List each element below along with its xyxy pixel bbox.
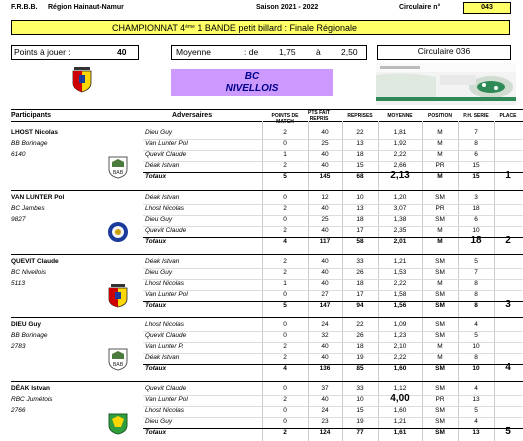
opponent-name: Déak Istvan (145, 162, 180, 169)
region-label: Région Hainaut-Namur (48, 4, 124, 11)
match-pts: 1 (283, 280, 287, 287)
player-licence: 9827 (11, 216, 26, 223)
player-club: BC Nivellois (11, 269, 47, 276)
match-ser: 5 (474, 332, 478, 339)
opponent-name: Quevit Claude (145, 151, 187, 158)
match-made: 40 (321, 129, 329, 136)
player-place: 2 (505, 235, 511, 246)
average-to: à (316, 47, 321, 57)
match-made: 24 (321, 407, 329, 414)
total-pos: M (437, 238, 443, 245)
match-ser: 8 (474, 280, 478, 287)
match-pos: M (437, 354, 443, 361)
player-licence: 6140 (11, 151, 26, 158)
table-top-rule (11, 109, 523, 110)
match-pos: SM (435, 332, 445, 339)
host-club-box (171, 69, 333, 96)
region-coat-of-arms-icon (71, 67, 93, 93)
club-badge-icon (107, 347, 129, 371)
total-avg: 1,60 (393, 365, 407, 372)
svg-text:BAB: BAB (112, 362, 124, 368)
match-pts: 2 (283, 129, 287, 136)
match-avg: 1,23 (393, 332, 407, 339)
match-avg: 1,92 (393, 140, 407, 147)
match-ser: 6 (474, 151, 478, 158)
match-ser: 7 (474, 129, 478, 136)
match-ser: 6 (474, 216, 478, 223)
player-block-rule (11, 254, 523, 255)
match-avg: 1,58 (393, 291, 407, 298)
opponent-name: Lhost Nicolas (145, 205, 185, 212)
player-licence: 5113 (11, 280, 25, 287)
table-header-rule (11, 121, 523, 122)
match-made: 23 (321, 418, 329, 425)
player-block-rule (11, 381, 523, 382)
club-badge-icon (107, 220, 129, 244)
player-place: 5 (505, 426, 511, 437)
match-avg: 2,22 (393, 151, 407, 158)
total-pos: SM (435, 365, 445, 372)
match-made: 37 (321, 385, 329, 392)
opponent-name: Lhost Nicolas (145, 407, 185, 414)
total-made: 117 (319, 238, 331, 245)
match-made: 40 (321, 151, 329, 158)
match-pos: SM (435, 269, 445, 276)
col-position: POSITION (428, 113, 452, 119)
player-block-rule (11, 190, 523, 191)
match-ser: 10 (472, 343, 480, 350)
match-inn: 17 (356, 291, 364, 298)
match-pts: 2 (283, 396, 287, 403)
match-ser: 8 (474, 140, 478, 147)
total-pts: 4 (283, 238, 287, 245)
opponent-name: Déak Istvan (145, 194, 180, 201)
opponent-name: Van Lunter P. (145, 343, 184, 350)
match-pos: SM (435, 385, 445, 392)
total-ser: 18 (470, 235, 482, 246)
opponent-name: Lhost Nicolas (145, 321, 185, 328)
match-inn: 10 (356, 396, 364, 403)
match-ser: 5 (474, 258, 478, 265)
totals-label: Totaux (145, 302, 167, 309)
match-pos: PR (435, 205, 445, 212)
match-avg: 1,20 (393, 194, 407, 201)
grid-col (494, 121, 495, 441)
total-ser: 15 (472, 173, 480, 180)
player-name: QUEVIT Claude (11, 258, 59, 265)
totals-label: Totaux (145, 238, 167, 245)
total-avg: 1,61 (393, 429, 407, 436)
match-inn: 15 (356, 162, 364, 169)
opponent-name: Van Lunter Pol (145, 396, 188, 403)
match-ser: 4 (474, 385, 478, 392)
match-pts: 2 (283, 227, 287, 234)
player-place: 3 (505, 299, 511, 310)
match-pts: 0 (283, 332, 287, 339)
player-club: BB Borinage (11, 332, 48, 339)
average-box (171, 45, 367, 60)
match-pos: SM (435, 258, 445, 265)
match-ser: 3 (474, 194, 478, 201)
season-label: Saison 2021 - 2022 (256, 4, 319, 11)
match-inn: 22 (356, 129, 364, 136)
match-inn: 17 (356, 227, 364, 234)
match-pts: 0 (283, 418, 287, 425)
opponent-name: Déak Istvan (145, 258, 180, 265)
col-opponents: Adversaires (172, 112, 213, 119)
match-pos: SM (435, 216, 445, 223)
total-made: 145 (319, 173, 331, 180)
match-ser: 4 (474, 418, 478, 425)
average-from: : de (244, 47, 259, 57)
match-pts: 0 (283, 407, 287, 414)
opponent-name: Van Lunter Pol (145, 140, 188, 147)
match-pts: 0 (283, 194, 287, 201)
opponent-name: Quevit Claude (145, 332, 187, 339)
match-pts: 2 (283, 343, 287, 350)
points-value: 40 (117, 47, 127, 57)
total-inn: 94 (356, 302, 364, 309)
match-pts: 0 (283, 216, 287, 223)
match-pts: 1 (283, 151, 287, 158)
match-pos: M (437, 227, 443, 234)
match-avg: 2,22 (393, 354, 407, 361)
match-made: 40 (321, 354, 329, 361)
club-badge-icon (107, 155, 129, 179)
match-avg: 1,21 (393, 258, 407, 265)
average-from-value: 1,75 (279, 47, 296, 57)
match-inn: 10 (356, 194, 364, 201)
match-ser: 10 (472, 227, 480, 234)
opponent-name: Dieu Guy (145, 129, 173, 136)
match-made: 12 (321, 194, 329, 201)
player-place: 1 (505, 170, 511, 181)
match-inn: 13 (356, 205, 364, 212)
match-ser: 15 (472, 162, 480, 169)
match-made: 27 (321, 291, 329, 298)
match-ser: 5 (474, 407, 478, 414)
match-made: 40 (321, 396, 329, 403)
opponent-name: Dieu Guy (145, 418, 173, 425)
match-pos: M (437, 129, 443, 136)
title-suffix: 1 BANDE petit billard : Finale Régionale (194, 23, 358, 33)
match-inn: 15 (356, 407, 364, 414)
svg-text:BAB: BAB (112, 170, 124, 176)
match-inn: 18 (356, 216, 364, 223)
match-pos: M (437, 280, 443, 287)
match-pos: M (437, 343, 443, 350)
player-club: RBC Jumétois (11, 396, 53, 403)
host-club-line2: NIVELLOIS (225, 83, 279, 94)
player-name: LHOST Nicolas (11, 129, 58, 136)
total-avg: 2,01 (393, 238, 407, 245)
match-pos: SM (435, 194, 445, 201)
match-inn: 33 (356, 385, 364, 392)
match-avg: 1,60 (393, 407, 407, 414)
title-sup: ème (185, 24, 195, 30)
match-inn: 13 (356, 140, 364, 147)
totals-label: Totaux (145, 365, 167, 372)
match-pts: 2 (283, 205, 287, 212)
match-ser: 4 (474, 321, 478, 328)
match-pts: 0 (283, 385, 287, 392)
match-made: 25 (321, 216, 329, 223)
match-avg: 3,07 (393, 205, 407, 212)
opponent-name: Déak Istvan (145, 354, 180, 361)
match-pts: 0 (283, 321, 287, 328)
total-made: 124 (319, 429, 331, 436)
col-points: POINTS DE MATCH (271, 113, 299, 125)
match-pos: M (437, 151, 443, 158)
opponent-name: Van Lunter Pol (145, 291, 188, 298)
match-made: 40 (321, 205, 329, 212)
match-pos: PR (435, 162, 445, 169)
col-series: P.H. SERIE (463, 113, 489, 119)
match-ser: 18 (472, 205, 480, 212)
match-inn: 18 (356, 151, 364, 158)
match-made: 32 (321, 332, 329, 339)
match-pts: 0 (283, 140, 287, 147)
match-avg: 1,21 (393, 418, 407, 425)
average-to-value: 2,50 (341, 47, 358, 57)
player-licence: 2766 (11, 407, 26, 414)
match-made: 40 (321, 258, 329, 265)
col-points-made: PTS FAIT REPRIS (308, 110, 330, 122)
match-pts: 0 (283, 291, 287, 298)
match-ser: 8 (474, 291, 478, 298)
match-pos: SM (435, 418, 445, 425)
match-made: 40 (321, 343, 329, 350)
col-innings: REPRISES (347, 113, 373, 119)
match-inn: 19 (356, 418, 364, 425)
player-name: VAN LUNTER Pol (11, 194, 65, 201)
title-prefix: CHAMPIONNAT 4 (112, 23, 186, 33)
player-name: DÉAK Istvan (11, 385, 51, 392)
match-ser: 7 (474, 269, 478, 276)
total-pts: 5 (283, 173, 287, 180)
match-pts: 2 (283, 258, 287, 265)
match-made: 40 (321, 280, 329, 287)
circulaire-ref: Circulaire 036 (417, 46, 471, 56)
match-made: 24 (321, 321, 329, 328)
totals-label: Totaux (145, 173, 167, 180)
match-avg: 2,35 (393, 227, 407, 234)
total-pos: SM (435, 429, 445, 436)
match-pos: SM (435, 407, 445, 414)
player-licence: 2783 (11, 343, 26, 350)
match-avg: 4,00 (390, 393, 410, 404)
total-ser: 10 (472, 365, 480, 372)
total-pts: 5 (283, 302, 287, 309)
total-inn: 68 (356, 173, 364, 180)
player-block-rule (11, 317, 523, 318)
match-made: 25 (321, 140, 329, 147)
match-pos: SM (435, 321, 445, 328)
match-avg: 2,66 (393, 162, 407, 169)
total-avg: 2,13 (390, 170, 410, 181)
match-made: 40 (321, 227, 329, 234)
player-club: BB Borinage (11, 140, 48, 147)
average-label: Moyenne (176, 47, 211, 57)
player-name: DIEU Guy (11, 321, 41, 328)
circulaire-box (377, 45, 511, 60)
total-avg: 1,56 (393, 302, 407, 309)
match-avg: 1,09 (393, 321, 407, 328)
total-made: 147 (319, 302, 331, 309)
club-badge-icon (107, 284, 129, 308)
match-inn: 33 (356, 258, 364, 265)
match-pos: M (437, 140, 443, 147)
opponent-name: Dieu Guy (145, 269, 173, 276)
match-avg: 2,10 (393, 343, 407, 350)
opponent-name: Quevit Claude (145, 227, 187, 234)
championship-title (11, 20, 510, 35)
match-inn: 26 (356, 269, 364, 276)
col-average: MOYENNE (387, 113, 413, 119)
match-avg: 1,38 (393, 216, 407, 223)
match-avg: 1,53 (393, 269, 407, 276)
match-ser: 13 (472, 396, 480, 403)
match-inn: 18 (356, 280, 364, 287)
total-made: 136 (319, 365, 331, 372)
federation-label: F.R.B.B. (11, 4, 38, 11)
match-avg: 1,81 (393, 129, 407, 136)
circular-number: 043 (463, 2, 511, 14)
match-avg: 1,12 (393, 385, 407, 392)
match-pts: 2 (283, 269, 287, 276)
match-pts: 2 (283, 354, 287, 361)
total-pos: SM (435, 302, 445, 309)
match-made: 40 (321, 162, 329, 169)
total-ser: 8 (474, 302, 478, 309)
match-ser: 8 (474, 354, 478, 361)
match-pos: SM (435, 291, 445, 298)
circular-label: Circulaire n° (399, 4, 441, 11)
host-club-line1: BC (244, 71, 260, 82)
total-inn: 58 (356, 238, 364, 245)
total-pos: M (437, 173, 443, 180)
match-inn: 22 (356, 321, 364, 328)
totals-label: Totaux (145, 429, 167, 436)
match-inn: 18 (356, 343, 364, 350)
player-place: 4 (505, 362, 511, 373)
match-avg: 2,22 (393, 280, 407, 287)
total-ser: 13 (472, 429, 480, 436)
total-pts: 4 (283, 365, 287, 372)
club-banner-image (376, 63, 516, 105)
total-inn: 77 (356, 429, 364, 436)
points-label: Points à jouer : (14, 47, 71, 57)
match-made: 40 (321, 269, 329, 276)
match-inn: 19 (356, 354, 364, 361)
match-inn: 26 (356, 332, 364, 339)
points-box (11, 45, 139, 60)
col-participants: Participants (11, 112, 52, 119)
opponent-name: Quevit Claude (145, 385, 187, 392)
total-inn: 85 (356, 365, 364, 372)
opponent-name: Dieu Guy (145, 216, 173, 223)
match-pos: PR (435, 396, 445, 403)
player-club: BC Jambes (11, 205, 45, 212)
total-pts: 2 (283, 429, 287, 436)
opponent-name: Lhost Nicolas (145, 280, 185, 287)
match-pts: 2 (283, 162, 287, 169)
club-badge-icon (107, 411, 129, 435)
col-place: PLACE (499, 113, 517, 119)
